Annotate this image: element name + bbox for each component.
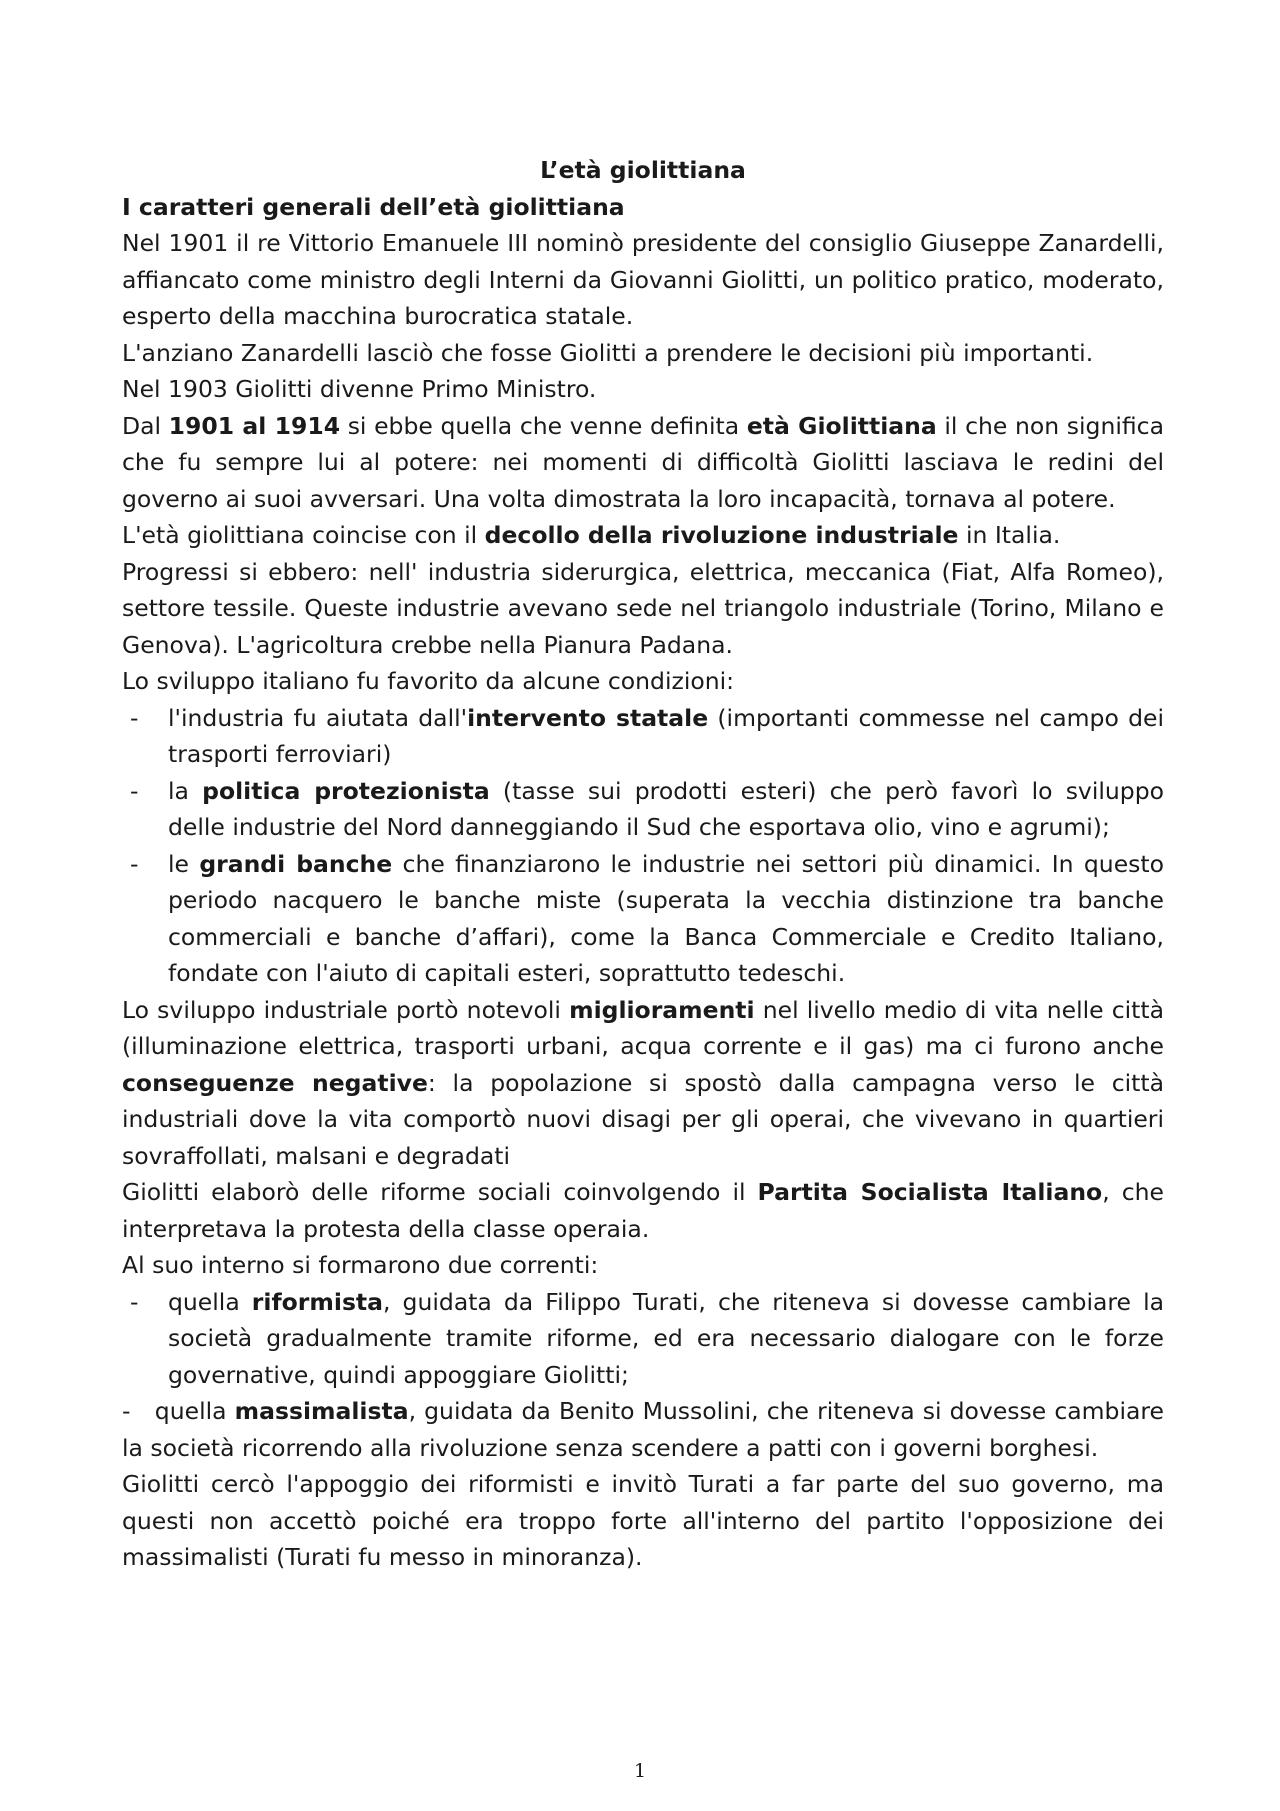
list-item — [122, 700, 1164, 773]
list-item — [122, 1284, 1164, 1394]
bold-run: Partita Socialista Italiano — [757, 1178, 1103, 1206]
text-run: (tasse sui prodotti esteri) che però favorì lo sviluppo delle industrie del Nord danneggiando il Sud che esportava olio, vino e agrumi); — [168, 776, 1165, 841]
text-run: Lo sviluppo industriale portò notevoli — [122, 995, 570, 1024]
dash-bullet: - — [130, 703, 139, 732]
paragraph-3: Nel 1903 Giolitti divenne Primo Ministro. — [122, 375, 597, 403]
text-run: in Italia. — [958, 521, 1061, 549]
text-run: - quella — [122, 1397, 235, 1425]
text-run: Giolitti elaborò delle riforme sociali coinvolgendo il — [122, 1178, 758, 1206]
dash-bullet: - — [130, 849, 139, 878]
paragraph-8 — [122, 992, 1164, 1175]
text-run: , che interpretava la protesta della classe operaia. — [122, 1178, 1164, 1243]
dash-bullet: - — [130, 776, 139, 805]
text-run: L'età giolittiana coincise con il — [122, 521, 485, 549]
paragraph-2: L'anziano Zanardelli lasciò che fosse Giolitti a prendere le decisioni più importanti. — [122, 338, 1094, 367]
dash-bullet: - — [130, 1287, 139, 1316]
paragraph-1: Nel 1901 il re Vittorio Emanuele III nominò presidente del consiglio Giuseppe Zanardelli, affiancato come ministro degli Interni da Giovanni Giolitti, un politico pratico, moderato, esperto della macchina burocratica statale. — [122, 229, 1164, 330]
text-run: nel livello medio di vita nelle città (illuminazione elettrica, trasporti urbani, acqua corrente e il gas) ma ci furono anche — [122, 995, 1164, 1060]
text-run: (importanti commesse nel campo dei trasporti ferroviari) — [168, 703, 1164, 768]
bold-run: 1901 al 1914 — [168, 411, 341, 440]
text-run: l'industria fu aiutata dall' — [168, 703, 468, 732]
bold-run: intervento statale — [467, 703, 709, 732]
paragraph-9 — [122, 1174, 1164, 1247]
text-run: quella — [168, 1287, 252, 1316]
page-number: 1 — [633, 1760, 647, 1782]
text-run: la — [168, 776, 203, 805]
section-heading: I caratteri generali dell’età giolittiana — [122, 192, 625, 221]
text-run: , guidata da Filippo Turati, che riteneva si dovesse cambiare la società gradualmente tramite riforme, ed era necessario dialogare con le forze governative, quindi appoggiare Giolitti; — [168, 1287, 1164, 1389]
text-run: si ebbe quella che venne definita — [340, 411, 747, 440]
bold-run: politica protezionista — [202, 776, 490, 805]
paragraph-11: Giolitti cercò l'appoggio dei riformisti e invitò Turati a far parte del suo governo, ma questi non accettò poiché era troppo forte all'interno del partito l'opposizione dei massimalisti (Turati fu messo in minoranza). — [122, 1470, 1164, 1571]
paragraph-4 — [122, 408, 1164, 518]
text-run: : la popolazione si spostò dalla campagna verso le città industriali dove la vita comportò nuovi disagi per gli operai, che vivevano in quartieri sovraffollati, malsani e degradati — [122, 1068, 1164, 1170]
text-run: le — [168, 849, 200, 878]
bold-run: grandi banche — [199, 849, 393, 878]
text-run: che finanziarono le industrie nei settori più dinamici. In questo periodo nacquero le banche miste (superata la vecchia distinzione tra banche commerciali e banche d’affari), come la Banca Commerciale e Credito Italiano, fondate con l'aiuto di capitali esteri, soprattutto tedeschi. — [168, 849, 1164, 987]
paragraph-6: Progressi si ebbero: nell' industria siderurgica, elettrica, meccanica (Fiat, Alfa Romeo), settore tessile. Queste industrie avevano sede nel triangolo industriale (Torino, Milano e Genova). L'agricoltura crebbe nella Pianura Padana. — [122, 557, 1164, 659]
bold-run: riformista — [251, 1287, 384, 1316]
text-run: Dal — [122, 411, 169, 440]
bold-run: miglioramenti — [569, 995, 755, 1024]
paragraph-7: Lo sviluppo italiano fu favorito da alcune condizioni: — [122, 667, 735, 695]
page-title: L’età giolittiana — [540, 156, 746, 184]
list-item — [122, 1393, 1164, 1466]
bold-run: massimalista — [234, 1397, 409, 1425]
bold-run: età Giolittiana — [746, 411, 937, 440]
bold-run: decollo della rivoluzione industriale — [484, 521, 959, 549]
paragraph-10: Al suo interno si formarono due correnti: — [122, 1251, 599, 1279]
list-item — [122, 773, 1164, 846]
text-run: , guidata da Benito Mussolini, che riteneva si dovesse cambiare la società ricorrendo alla rivoluzione senza scendere a patti con i governi borghesi. — [122, 1397, 1164, 1462]
text-run: il che non significa che fu sempre lui al potere: nei momenti di difficoltà Giolitti lasciava le redini del governo ai suoi avversari. Una volta dimostrata la loro incapacità, tornava al potere. — [122, 411, 1164, 513]
paragraph-5 — [122, 517, 1164, 554]
list-item — [122, 846, 1164, 992]
bold-run: conseguenze negative — [122, 1068, 428, 1097]
document-body — [122, 152, 1164, 1576]
